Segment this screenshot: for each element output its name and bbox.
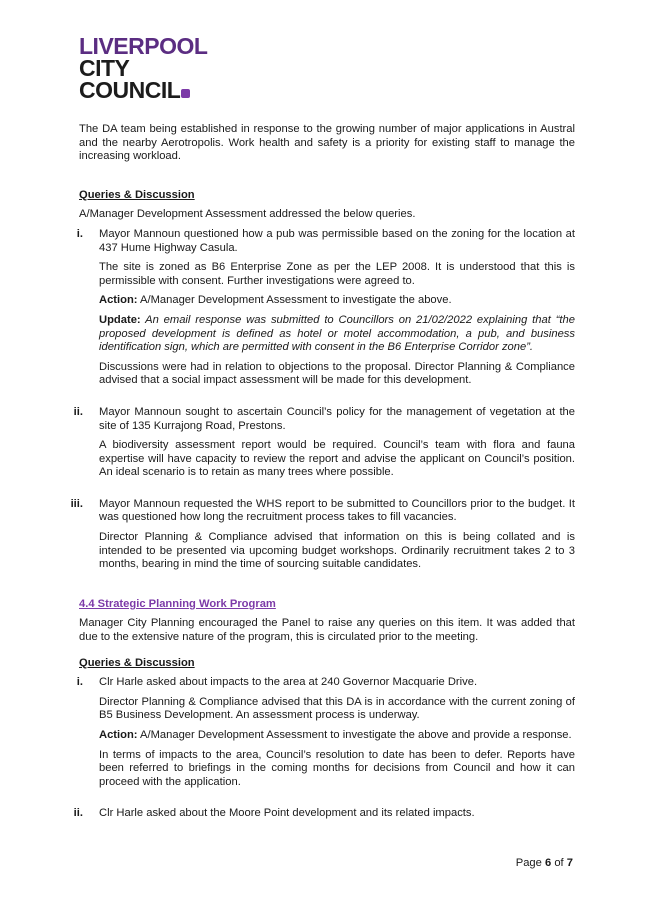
intro-paragraph: The DA team being established in response to the growing number of major applications in Austral and the nearby Aerotropolis. Work health and safety is a priority for existing staff to manage the increasing workload. — [79, 123, 575, 163]
update-label: Update: — [99, 313, 141, 326]
page-number — [516, 857, 573, 871]
query-item-3 — [70, 497, 575, 572]
queries-heading-2: Queries & Discussion — [79, 656, 195, 669]
item-number: iii. — [70, 497, 83, 510]
section-intro: Manager City Planning encouraged the Panel to raise any queries on this item. It was added that due to the extensive nature of the program, this is circulated prior to the meeting. — [79, 617, 575, 644]
logo-line-2: CITY — [79, 55, 130, 81]
item-question: Mayor Mannoun requested the WHS report to be submitted to Councillors prior to the budget. It was questioned how long the recruitment process takes to fill vacancies. — [99, 497, 575, 524]
page-of: of — [551, 857, 567, 869]
action-label: Action: — [99, 294, 138, 307]
queries-heading-1: Queries & Discussion — [79, 188, 195, 201]
query-item-5 — [73, 807, 575, 821]
query-item-1 — [76, 227, 575, 388]
total-pages: 7 — [566, 857, 573, 869]
logo-line-3-text: COUNCIL — [79, 77, 181, 103]
item-response: Director Planning & Compliance advised that information on this is being collated and is intended to be presented via upcoming budget workshops. Ordinarily recruitment takes 2 to 3 months, bearing in mind the time of sourcing suitable candidates. — [99, 531, 575, 571]
item-number: i. — [76, 227, 83, 240]
update-text: An email response was submitted to Councillors on 21/02/2022 explaining that “the proposed development is defined as hotel or motel accommodation, a pub, and business identification sign, which are permitted with consent in the B6 Enterprise Corridor zone”. — [99, 313, 575, 354]
action-text: A/Manager Development Assessment to investigate the above and provide a response. — [137, 729, 572, 741]
item-response: The site is zoned as B6 Enterprise Zone as per the LEP 2008. It is understood that this is permissible with consent. Further investigations were agreed to. — [99, 261, 575, 287]
section-title-strategic-planning[interactable]: 4.4 Strategic Planning Work Program — [79, 597, 276, 610]
item-question: Clr Harle asked about the Moore Point development and its related impacts. — [99, 807, 475, 820]
action-label: Action: — [99, 729, 138, 741]
logo-line-1: LIVERPOOL — [79, 33, 208, 59]
action-text: A/Manager Development Assessment to investigate the above. — [137, 294, 452, 307]
item-question: Clr Harle asked about impacts to the area at 240 Governor Macquarie Drive. — [99, 676, 478, 689]
item-update — [99, 314, 575, 355]
logo-line-3 — [79, 79, 207, 101]
query-item-4 — [76, 676, 575, 789]
item-discussion: In terms of impacts to the area, Council’s resolution to date has been to defer. Reports have been referred to briefings in the coming months for decisions from Council and how it can proceed with the application. — [99, 748, 575, 788]
item-number: ii. — [73, 405, 83, 418]
item-action — [99, 294, 575, 308]
document-body — [70, 123, 575, 839]
query-item-2 — [73, 405, 575, 480]
current-page: 6 — [544, 857, 552, 869]
item-question: Mayor Mannoun sought to ascertain Council’s policy for the management of vegetation at the site of 135 Kurrajong Road, Prestons. — [99, 405, 575, 432]
item-discussion: Discussions were had in relation to objections to the proposal. Director Planning & Compliance advised that a social impact assessment will be made for this development. — [99, 360, 575, 387]
council-logo — [79, 35, 207, 101]
queries-lead: A/Manager Development Assessment addressed the below queries. — [79, 208, 416, 221]
logo-dot-icon — [181, 89, 190, 98]
page-prefix: Page — [515, 857, 545, 869]
item-number: ii. — [73, 807, 83, 820]
item-response: Director Planning & Compliance advised that this DA is in accordance with the current zoning of B5 Business Development. An assessment process is underway. — [99, 695, 575, 722]
item-response: A biodiversity assessment report would be required. Council’s team with flora and fauna expertise will have capacity to review the report and advise the applicant on Council’s position. An ideal scenario is to retain as many trees where possible. — [99, 439, 575, 479]
item-number: i. — [76, 676, 83, 689]
item-question: Mayor Mannoun questioned how a pub was permissible based on the zoning for the location at 437 Hume Highway Casula. — [99, 227, 575, 254]
item-action — [99, 729, 575, 743]
